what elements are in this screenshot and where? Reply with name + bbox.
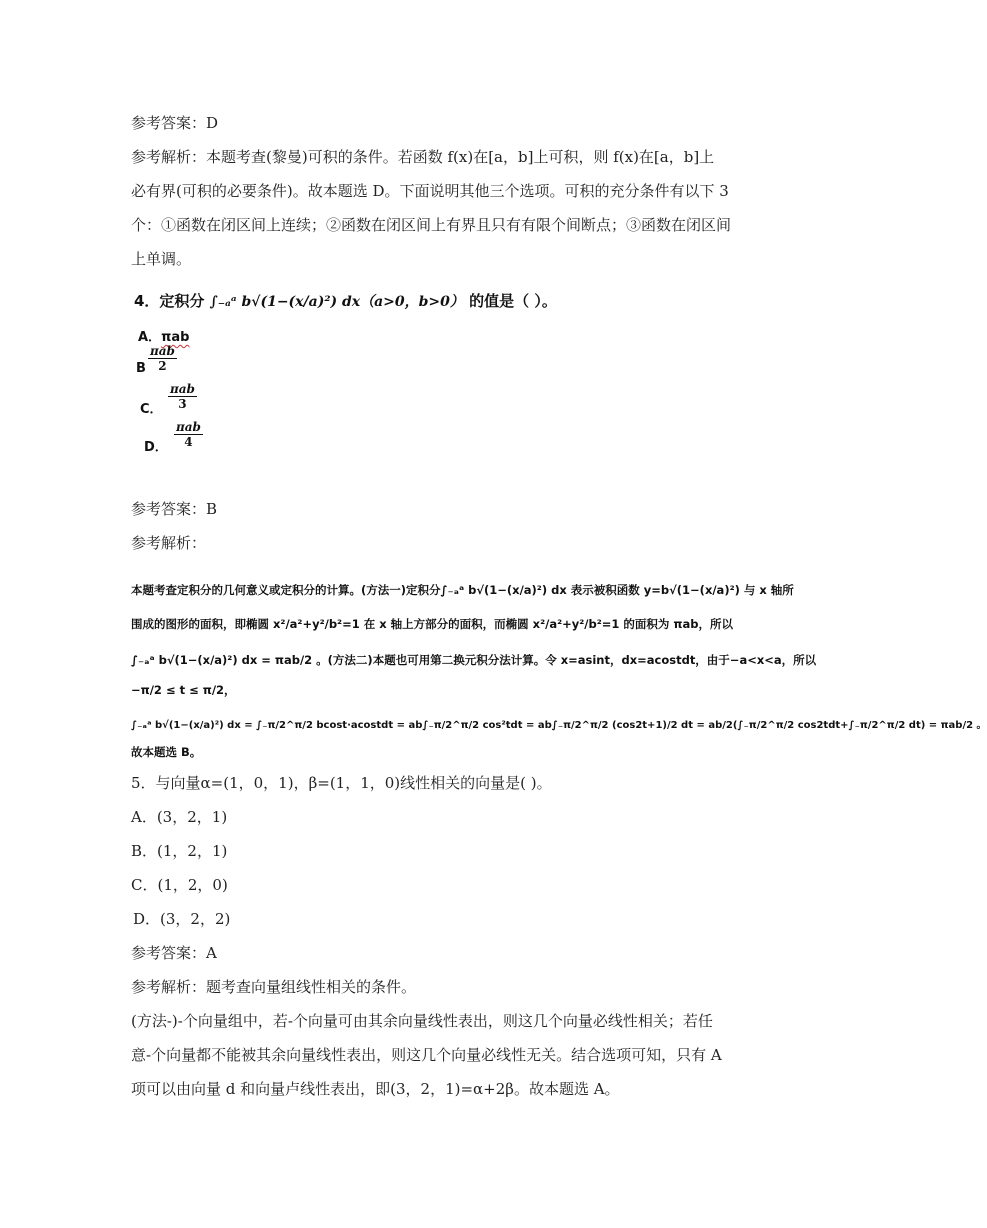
q4-analysis-label: 参考解析：: [131, 534, 207, 552]
q4-solution-line-2: 围成的图形的面积，即椭圆 x²/a²+y²/b²=1 在 x 轴上方部分的面积，而椭圆 x²/a²+y²/b²=1 的面积为 πab，所以: [131, 617, 733, 631]
q4-option-a-label: A．: [138, 330, 162, 345]
q5-option-b: B．(1，2，1): [131, 842, 228, 860]
q5-analysis-line-3: 意-个向量都不能被其余向量线性表出，则这几个向量必线性无关。结合选项可知，只有 A: [131, 1046, 722, 1064]
q4-option-d-fraction: [174, 420, 203, 449]
q4-option-b-den: 2: [158, 359, 167, 373]
q4-option-d-label: D．: [144, 440, 168, 455]
q3-analysis-line-2: 必有界(可积的必要条件)。故本题选 D。下面说明其他三个选项。可积的充分条件有以下 3: [131, 182, 729, 200]
q4-option-a: [138, 326, 189, 345]
q4-option-b-label: B: [136, 361, 146, 376]
q5-option-a: A．(3，2，1): [131, 808, 228, 826]
q5-analysis-line-2: (方法-)-个向量组中，若-个向量可由其余向量线性表出，则这几个向量必线性相关；若任: [131, 1012, 713, 1030]
q4-option-c-fraction: [168, 382, 197, 411]
q5-analysis-line-4: 项可以由向量 d 和向量卢线性表出，即(3，2，1)=α+2β。故本题选 A。: [131, 1080, 620, 1098]
q4-solution-line-3: ∫₋ₐᵃ b√(1−(x/a)²) dx = πab/2 。(方法二)本题也可用第二换元积分法计算。令 x=asint，dx=acostdt，由于−a<x<a，所以: [131, 653, 817, 667]
q4-option-c-den: 3: [178, 397, 187, 411]
q4-solution-line-4: −π/2 ≤ t ≤ π/2，: [131, 683, 236, 697]
q5-stem: 5．与向量α=(1，0，1)，β=(1，1，0)线性相关的向量是( )。: [131, 774, 552, 792]
q4-solution-line-1: 本题考查定积分的几何意义或定积分的计算。(方法一)定积分∫₋ₐᵃ b√(1−(x/a)²) dx 表示被积函数 y=b√(1−(x/a)²) 与 x 轴所: [131, 583, 794, 597]
q5-analysis-line-1: 参考解析：题考查向量组线性相关的条件。: [131, 978, 417, 996]
q4-option-d-num: πab: [176, 420, 201, 434]
q3-analysis-line-1: 参考解析：本题考查(黎曼)可积的条件。若函数 f(x)在[a，b]上可积，则 f(x)在[a，b]上: [131, 148, 715, 166]
q4-stem-suffix: 的值是（ ）。: [469, 292, 557, 310]
q4-option-b-num: πab: [150, 344, 175, 358]
q4-solution-line-5: ∫₋ₐᵃ b√(1−(x/a)²) dx = ∫₋π/2^π/2 bcost·acostdt = ab∫₋π/2^π/2 cos²tdt = ab∫₋π/2^π/2 (cos2t+1)/2 dt = ab/2(∫₋π/2^π/2 cos2tdt+∫₋π/2^π/2 dt) = πab/2 。: [131, 720, 987, 731]
q5-answer: 参考答案：A: [131, 944, 217, 962]
q3-answer: 参考答案：D: [131, 114, 219, 132]
q4-option-d-den: 4: [184, 435, 193, 449]
q5-option-d: D．(3，2，2): [133, 910, 231, 928]
q4-solution-block: [131, 570, 987, 765]
q4-option-a-value: πab: [161, 330, 190, 345]
q4-option-c-num: πab: [170, 382, 195, 396]
q4-option-b-fraction: [148, 344, 177, 373]
q4-stem: [134, 290, 557, 311]
q4-integral: ∫₋ₐᵃ b√(1−(x/a)²) dx（a>0，b>0）: [209, 294, 464, 310]
q4-answer: 参考答案：B: [131, 500, 218, 518]
q4-stem-prefix: 4．定积分: [134, 292, 205, 310]
q4-solution-line-6: 故本题选 B。: [131, 745, 202, 759]
q3-analysis-line-4: 上单调。: [131, 250, 192, 268]
q5-option-c: C．(1，2，0): [131, 876, 228, 894]
q3-analysis-line-3: 个：①函数在闭区间上连续；②函数在闭区间上有界且只有有限个间断点；③函数在闭区间: [131, 216, 732, 234]
q4-option-c-label: C．: [140, 402, 163, 417]
